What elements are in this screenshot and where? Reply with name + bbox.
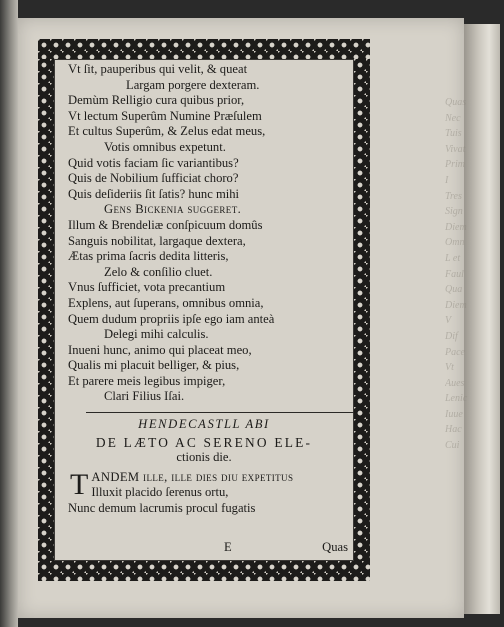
verse-line: Clari Filius Iſai. <box>104 389 185 404</box>
verse-line: Inueni hunc, animo qui placeat meo, <box>68 342 252 357</box>
section-title: HENDECASTLL ABI <box>138 417 270 432</box>
bleed-through-line: Vivat <box>445 143 466 155</box>
signature-mark: E <box>224 540 232 554</box>
bleed-through-line: Diem <box>445 299 467 311</box>
bleed-through-line: Vt <box>445 362 454 374</box>
verse-line: Ætas prima ſacris dedita litteris, <box>68 249 229 264</box>
verse-line: Illuxit placido ſerenus ortu, <box>91 485 229 500</box>
bleed-through-line: Qua <box>445 284 463 296</box>
catchword: Quas <box>322 540 348 554</box>
verse-line: Quem dudum propriis ipſe ego iam anteà <box>68 311 275 326</box>
drop-cap: T <box>70 467 89 501</box>
bleed-through-text <box>445 95 483 555</box>
verse-text: Gens Bickenia ſuggeret. <box>104 202 242 217</box>
bleed-through-line: Faul <box>445 268 464 280</box>
page-footer <box>56 540 352 556</box>
bleed-through-line: Cui <box>445 440 460 452</box>
verse-line: Sanguis nobilitat, largaque dextera, <box>68 233 246 248</box>
verse-line: Qualis mi placuit belliger, & pius, <box>68 358 240 373</box>
bleed-through-line: V <box>445 315 452 327</box>
verse-line: Vnus ſufficiet, vota precantium <box>68 280 226 295</box>
bleed-through-line: Pace <box>445 346 465 358</box>
verse-line <box>56 202 352 218</box>
verse-line: Votis omnibus expetunt. <box>104 139 226 154</box>
book-gutter-left <box>0 0 18 627</box>
hendecasyllable-verse <box>56 467 352 517</box>
verse-line: Illum & Brendeliæ conſpicuum domûs <box>68 217 263 232</box>
section-subtitle-cont: ctionis die. <box>176 450 232 465</box>
bleed-through-line: Iuue <box>445 408 463 420</box>
verse-line: Explens, aut ſuperans, omnibus omnia, <box>68 295 264 310</box>
section-divider <box>86 412 354 413</box>
bleed-through-line: Lenic <box>445 393 468 405</box>
verse-line: Quis deſideriis ſit ſatis? hunc mihi <box>68 186 240 201</box>
verse-text: ANDEM ille, ille dies diu expetitus <box>91 469 294 484</box>
verse-line: Demùm Relligio cura quibus prior, <box>68 93 245 108</box>
verse-line: Vt lectum Superûm Numine Præſulem <box>68 108 262 123</box>
verse-line: Vt ſit, pauperibus qui velit, & queat <box>68 62 248 76</box>
ornament-border-bottom <box>38 561 370 581</box>
section-subtitle: DE LÆTO AC SERENO ELE- <box>95 434 313 450</box>
ornament-border-left <box>38 59 54 561</box>
bleed-through-line: Tres <box>445 190 462 202</box>
bleed-through-line: L et <box>445 252 461 264</box>
verse-line: Quis de Nobilium ſufficiat choro? <box>68 171 239 186</box>
verse-line: Largam porgere dexteram. <box>126 77 260 92</box>
verse-line: Nunc demum lacrumis procul fugatis <box>68 501 256 516</box>
bleed-through-line: Omn <box>445 237 465 249</box>
bleed-through-line: Hac <box>445 424 462 436</box>
bleed-through-line: Nec <box>445 112 461 124</box>
ode-verse <box>56 62 352 405</box>
page-text-block <box>56 62 352 558</box>
verse-line: Et parere meis legibus impiger, <box>68 373 226 388</box>
ornament-border-right <box>354 59 370 561</box>
verse-line: Quid votis faciam ſic variantibus? <box>68 155 239 170</box>
bleed-through-line: Dif <box>445 330 458 342</box>
bleed-through-line: I <box>445 174 449 186</box>
bleed-through-line: Aues <box>445 377 465 389</box>
bleed-through-line: Sign <box>445 206 463 218</box>
bleed-through-line: Tuis <box>445 128 462 140</box>
verse-line: Delegi mihi calculis. <box>104 327 209 342</box>
bleed-through-line: Prim <box>445 159 465 171</box>
bleed-through-line: Diem <box>445 221 467 233</box>
bleed-through-line: Quas <box>445 97 467 108</box>
verse-line <box>56 470 352 486</box>
ornament-border-top <box>38 39 370 59</box>
verse-line: Et cultus Superûm, & Zelus edat meus, <box>68 124 266 139</box>
verse-line: Zelo & conſilio cluet. <box>104 264 213 279</box>
